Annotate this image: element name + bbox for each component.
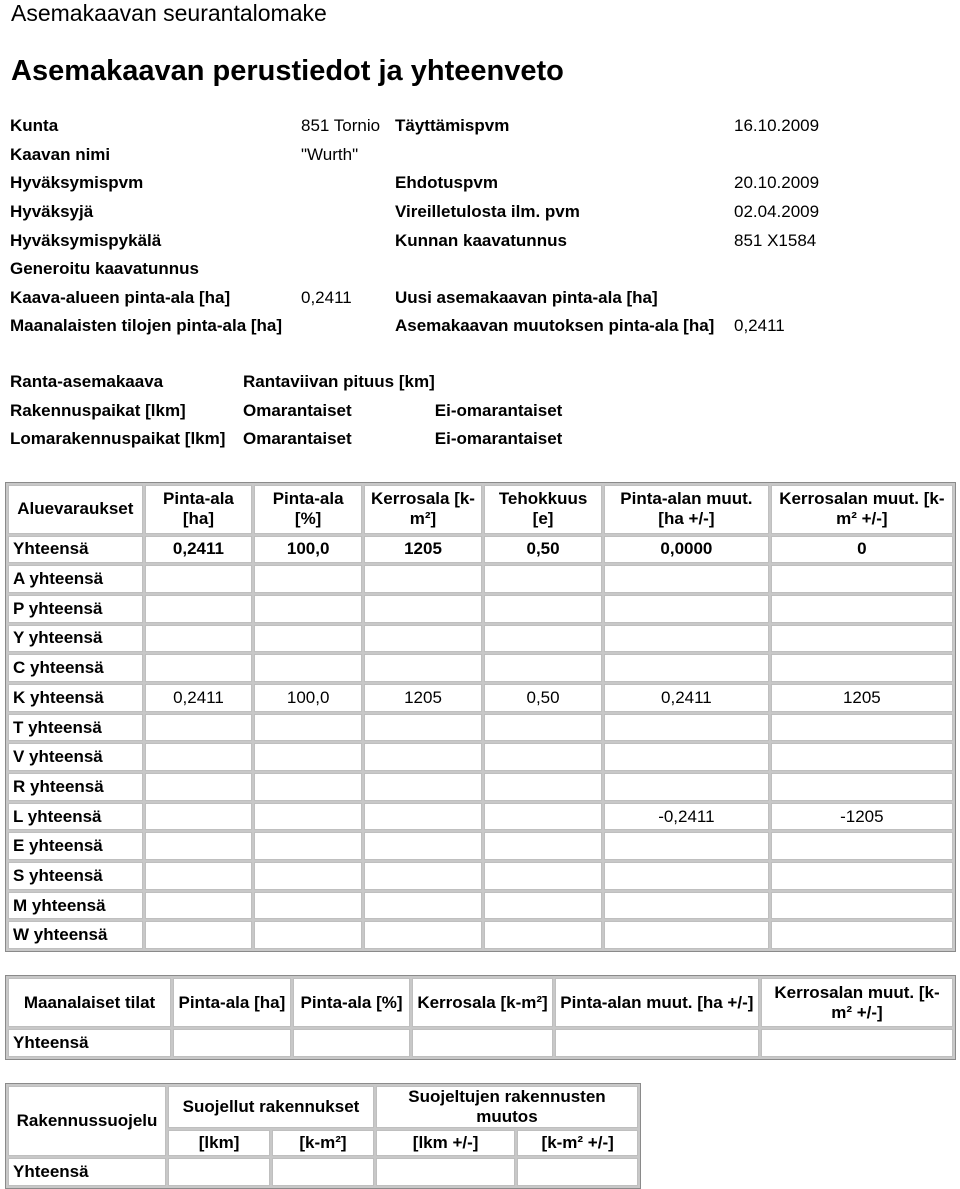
info-row <box>10 169 884 198</box>
column-header: Pinta-alan muut. [ha +/-] <box>555 978 759 1027</box>
table-cell <box>168 1158 270 1186</box>
table-cell <box>484 832 602 860</box>
table-cell <box>484 595 602 623</box>
table-cell <box>173 1029 291 1057</box>
table-cell <box>376 1158 515 1186</box>
row-label: E yhteensä <box>8 832 143 860</box>
info-label <box>395 141 734 170</box>
info-value <box>301 198 395 227</box>
shore-cell: Ei-omarantaiset <box>434 429 563 449</box>
table-cell <box>604 921 769 949</box>
table-row <box>8 832 953 860</box>
table-cell <box>604 595 769 623</box>
table-cell: 1205 <box>364 536 482 564</box>
table-cell <box>771 862 953 890</box>
table-row-total <box>8 1029 953 1057</box>
table-row <box>8 892 953 920</box>
table-row <box>8 565 953 593</box>
table-cell <box>604 654 769 682</box>
info-label: Täyttämispvm <box>395 116 510 136</box>
row-label: S yhteensä <box>8 862 143 890</box>
land-use-table <box>5 482 956 953</box>
column-header: Pinta-ala [%] <box>254 485 362 534</box>
table-row <box>8 654 953 682</box>
table-cell <box>771 743 953 771</box>
table-cell <box>145 714 253 742</box>
info-value <box>301 312 395 341</box>
table-cell <box>364 595 482 623</box>
form-title: Asemakaavan seurantalomake <box>11 0 327 26</box>
table-cell <box>145 773 253 801</box>
table-cell <box>254 921 362 949</box>
info-value: 851 X1584 <box>734 230 817 250</box>
info-label: Hyväksymispykälä <box>10 230 162 250</box>
shore-plan-table <box>10 368 615 454</box>
table-cell <box>484 654 602 682</box>
protected-buildings-header: Suojellut rakennukset <box>168 1086 374 1128</box>
table-cell <box>254 773 362 801</box>
underground-table <box>5 975 956 1060</box>
table-cell <box>604 625 769 653</box>
info-label: Kunta <box>10 116 59 136</box>
row-label: K yhteensä <box>8 684 143 712</box>
column-header: Pinta-ala [ha] <box>145 485 253 534</box>
column-header: [k-m²] <box>272 1130 374 1156</box>
row-label: V yhteensä <box>8 743 143 771</box>
page-title: Asemakaavan perustiedot ja yhteenveto <box>11 55 564 87</box>
shore-cell: Ei-omarantaiset <box>434 400 563 420</box>
table-cell: 1205 <box>771 684 953 712</box>
table-cell <box>364 921 482 949</box>
shore-cell: Omarantaiset <box>243 429 352 449</box>
table-cell <box>145 595 253 623</box>
row-label: Yhteensä <box>8 1158 166 1186</box>
table-cell <box>771 921 953 949</box>
table-cell <box>145 921 253 949</box>
table-cell <box>145 743 253 771</box>
info-label: Kunnan kaavatunnus <box>395 230 567 250</box>
table-cell: 0,50 <box>484 536 602 564</box>
table-cell <box>484 921 602 949</box>
table-cell <box>145 654 253 682</box>
info-label: Ehdotuspvm <box>395 173 498 193</box>
row-label: Yhteensä <box>8 536 143 564</box>
column-header: Aluevaraukset <box>8 485 143 534</box>
table-row <box>8 684 953 712</box>
table-cell <box>604 773 769 801</box>
table-cell <box>364 773 482 801</box>
column-header: Kerrosalan muut. [k-m² +/-] <box>771 485 953 534</box>
table-cell <box>604 743 769 771</box>
info-row <box>10 141 884 170</box>
table-cell <box>484 892 602 920</box>
table-row <box>8 743 953 771</box>
table-cell: 100,0 <box>254 536 362 564</box>
row-label: P yhteensä <box>8 595 143 623</box>
table-row <box>8 773 953 801</box>
column-header: [lkm +/-] <box>376 1130 515 1156</box>
info-value <box>734 255 884 284</box>
column-header: Pinta-ala [%] <box>293 978 411 1027</box>
table-cell: 0 <box>771 536 953 564</box>
column-header: Maanalaiset tilat <box>8 978 171 1027</box>
info-row <box>10 312 884 341</box>
table-cell <box>412 1029 552 1057</box>
table-row <box>8 714 953 742</box>
table-cell <box>364 862 482 890</box>
info-value <box>734 284 884 313</box>
table-cell <box>254 595 362 623</box>
info-label: Kaavan nimi <box>10 144 111 164</box>
info-value: "Wurth" <box>301 144 359 164</box>
row-label: L yhteensä <box>8 803 143 831</box>
table-cell <box>364 714 482 742</box>
table-cell <box>604 892 769 920</box>
table-cell <box>771 714 953 742</box>
table-cell <box>604 565 769 593</box>
table-cell <box>254 625 362 653</box>
info-value: 20.10.2009 <box>734 173 820 193</box>
table-cell: 0,0000 <box>604 536 769 564</box>
table-cell: 0,2411 <box>145 684 253 712</box>
column-header: Kerrosalan muut. [k-m² +/-] <box>761 978 953 1027</box>
shore-cell <box>435 368 615 397</box>
column-header: [k-m² +/-] <box>517 1130 638 1156</box>
table-cell <box>145 832 253 860</box>
info-label: Generoitu kaavatunnus <box>10 259 199 279</box>
table-cell <box>604 862 769 890</box>
column-header: [lkm] <box>168 1130 270 1156</box>
table-row-total <box>8 536 953 564</box>
table-cell <box>364 892 482 920</box>
table-cell <box>771 773 953 801</box>
table-cell <box>364 803 482 831</box>
info-label: Hyväksymispvm <box>10 173 144 193</box>
row-label: Yhteensä <box>8 1029 171 1057</box>
row-label: Y yhteensä <box>8 625 143 653</box>
table-cell <box>604 832 769 860</box>
table-row <box>8 803 953 831</box>
table-cell <box>364 625 482 653</box>
info-value <box>734 141 884 170</box>
building-protection-table <box>5 1083 641 1189</box>
table-row <box>8 862 953 890</box>
info-row <box>10 198 884 227</box>
table-cell <box>761 1029 953 1057</box>
table-cell <box>254 832 362 860</box>
table-cell <box>254 892 362 920</box>
info-value: 0,2411 <box>734 316 785 336</box>
table-cell <box>254 743 362 771</box>
table-cell <box>771 625 953 653</box>
table-cell <box>484 773 602 801</box>
table-row-total <box>8 1158 638 1186</box>
table-cell <box>517 1158 638 1186</box>
shore-cell: Omarantaiset <box>243 400 352 420</box>
info-value <box>301 255 395 284</box>
row-label: C yhteensä <box>8 654 143 682</box>
info-value: 0,2411 <box>301 287 352 307</box>
table-cell <box>771 565 953 593</box>
info-value: 02.04.2009 <box>734 202 820 222</box>
table-cell <box>254 565 362 593</box>
table-cell <box>364 565 482 593</box>
table-cell <box>484 743 602 771</box>
shore-cell: Lomarakennuspaikat [lkm] <box>10 429 226 449</box>
info-value: 16.10.2009 <box>734 116 820 136</box>
table-cell <box>484 565 602 593</box>
table-cell <box>364 654 482 682</box>
table-cell <box>145 625 253 653</box>
table-cell <box>145 892 253 920</box>
table-cell: -1205 <box>771 803 953 831</box>
table-cell: 1205 <box>364 684 482 712</box>
table-cell <box>604 714 769 742</box>
column-header: Kerrosala [k-m²] <box>364 485 482 534</box>
table-cell <box>364 743 482 771</box>
shore-row <box>10 396 615 425</box>
shore-row <box>10 425 615 454</box>
table-row <box>8 625 953 653</box>
table-cell <box>254 862 362 890</box>
table-cell: 100,0 <box>254 684 362 712</box>
table-cell <box>293 1029 411 1057</box>
table-cell <box>254 803 362 831</box>
row-label: W yhteensä <box>8 921 143 949</box>
table-cell <box>145 862 253 890</box>
row-label: R yhteensä <box>8 773 143 801</box>
info-label: Asemakaavan muutoksen pinta-ala [ha] <box>395 316 715 336</box>
info-label: Vireilletulosta ilm. pvm <box>395 202 580 222</box>
table-cell <box>484 803 602 831</box>
info-value: 851 Tornio <box>301 116 381 136</box>
table-cell <box>145 565 253 593</box>
table-row <box>8 921 953 949</box>
column-header: Kerrosala [k-m²] <box>412 978 552 1027</box>
table-cell <box>771 832 953 860</box>
table-cell: -0,2411 <box>604 803 769 831</box>
column-header: Tehokkuus [e] <box>484 485 602 534</box>
table-cell: 0,2411 <box>145 536 253 564</box>
row-label: T yhteensä <box>8 714 143 742</box>
table-cell <box>555 1029 759 1057</box>
shore-cell: Rantaviivan pituus [km] <box>243 372 435 392</box>
column-header: Pinta-alan muut. [ha +/-] <box>604 485 769 534</box>
row-label: M yhteensä <box>8 892 143 920</box>
basic-info-table <box>10 112 884 341</box>
table-cell <box>272 1158 374 1186</box>
table-cell <box>254 654 362 682</box>
info-row <box>10 255 884 284</box>
table-cell <box>771 892 953 920</box>
table-cell <box>484 714 602 742</box>
info-label: Maanalaisten tilojen pinta-ala [ha] <box>10 316 283 336</box>
protection-row-header: Rakennussuojelu <box>8 1086 166 1156</box>
table-row <box>8 595 953 623</box>
column-header: Pinta-ala [ha] <box>173 978 291 1027</box>
info-value <box>301 226 395 255</box>
table-cell <box>145 803 253 831</box>
table-cell <box>254 714 362 742</box>
info-row <box>10 112 884 141</box>
info-label: Uusi asemakaavan pinta-ala [ha] <box>395 287 658 307</box>
info-label: Hyväksyjä <box>10 202 94 222</box>
table-cell <box>771 654 953 682</box>
protected-buildings-change-header: Suojeltujen rakennusten muutos <box>376 1086 638 1128</box>
row-label: A yhteensä <box>8 565 143 593</box>
info-label <box>395 255 734 284</box>
table-cell: 0,2411 <box>604 684 769 712</box>
table-cell: 0,50 <box>484 684 602 712</box>
info-row <box>10 226 884 255</box>
shore-row <box>10 368 615 397</box>
table-cell <box>364 832 482 860</box>
info-row <box>10 284 884 313</box>
table-cell <box>484 862 602 890</box>
shore-cell: Rakennuspaikat [lkm] <box>10 400 186 420</box>
shore-cell: Ranta-asemakaava <box>10 372 164 392</box>
info-label: Kaava-alueen pinta-ala [ha] <box>10 287 231 307</box>
table-cell <box>484 625 602 653</box>
info-value <box>301 169 395 198</box>
table-cell <box>771 595 953 623</box>
